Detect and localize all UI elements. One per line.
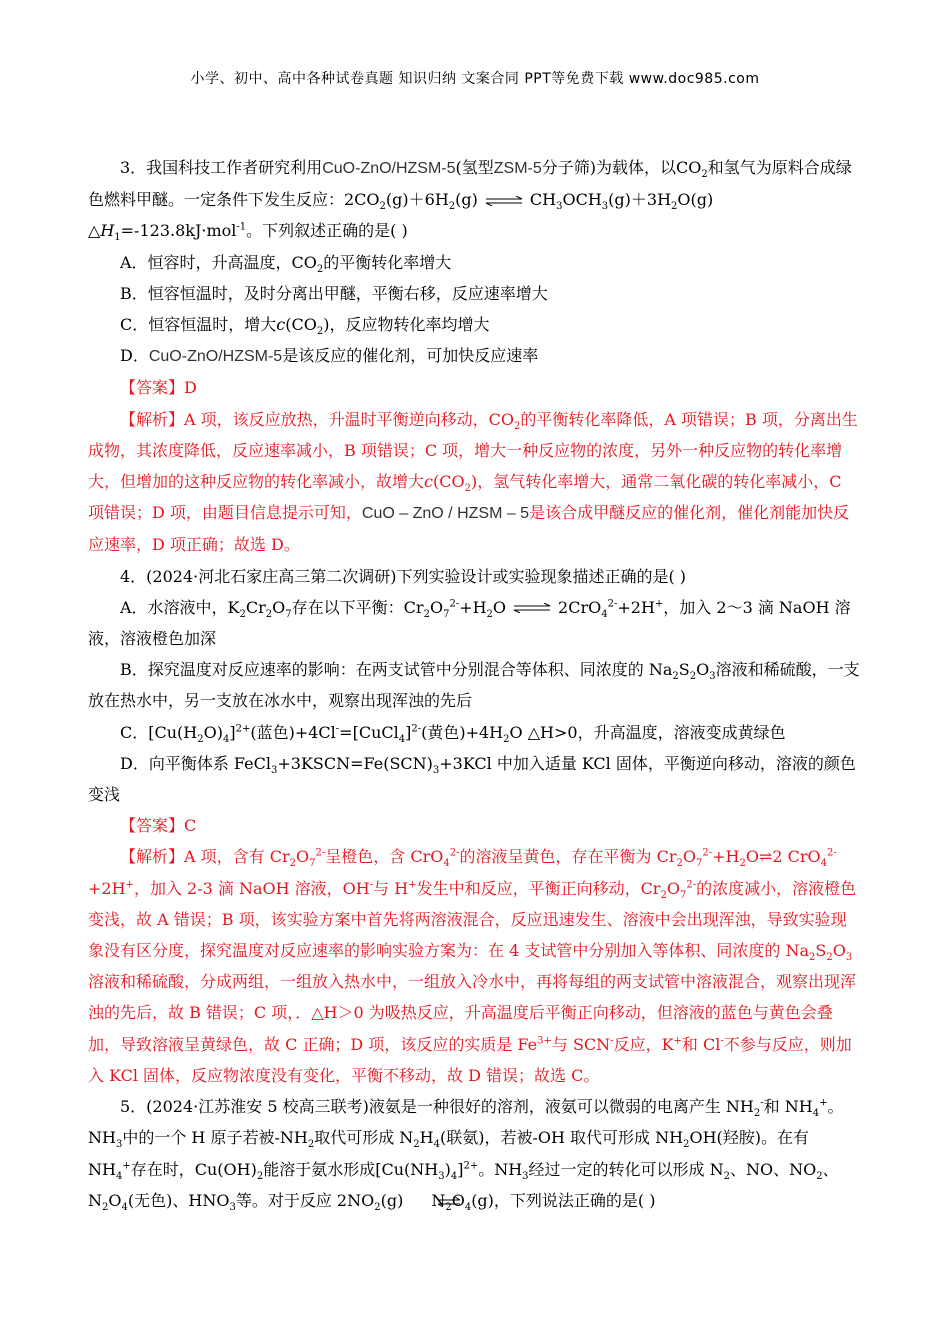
q3-stem: 3．我国科技工作者研究利用CuO-ZnO/HZSM-5(氢型ZSM-5分子筛)为载体，以$CO_2$和氢气为原料合成绿色燃料甲醚。一定条件下发生反应：$2CO_2(g)+6H_2(g)$ $CH_3OCH_3(g)+3H_2O(g)$ (88, 158, 852, 213)
q4-analysis: 【解析】A 项，含有 $Cr_2O_7^{2-}$呈橙色，含 CrO$_4^{2-}$的溶液呈黄色，存在平衡为 $Cr_2O_7^{2-}+H_2O\rightleftharpoons 2$ CrO$_4^{2-}$+2H+，加入 2-3 滴 NaOH 溶液，OH-与 H+发生中和反应，平衡正向移动，$Cr_2O_7^{2-}$的浓度减小，溶液橙色变浅，故 A 错误；B 项，该实验方案中首先将两溶液混合，反应迅速发生、溶液中会出现浑浊，导致实验现象没有区分度，探究温度对反应速率的影响实验方案为：在 4 支试管中分别加入等体积、同浓度的 $Na_2S_2O_3$溶液和稀硫酸，分成两组，一组放入热水中，一组放入冷水中，再将每组的两支试管中溶液混合，观察出现浑浊的先后，故 B 错误；C 项，．△H＞0 为吸热反应，升高温度后平衡正向移动，但溶液的蓝色与黄色会叠加，导致溶液呈黄绿色，故 C 正确；D 项，该反应的实质是 $Fe^{3+}$与 SCN-反应，K+和 Cl-不参与反应，则加入 KCl 固体，反应物浓度没有变化，平衡不移动，故 D 错误；故选 C。 (88, 847, 857, 1085)
equilibrium-arrow-icon (484, 196, 524, 206)
equilibrium-arrow-icon (512, 603, 552, 613)
q4-answer: 【答案】C (120, 816, 197, 836)
equilibrium-arrow-icon (405, 1186, 429, 1217)
document-body (88, 152, 862, 1217)
q3-option-c: C．恒容恒温时，增大$c(CO_2)$，反应物转化率均增大 (120, 315, 490, 338)
q4-option-a: A．水溶液中，$K_2Cr_2O_7$存在以下平衡：$Cr_2O_7^{2-}+H_2O$ 2CrO$_4^{2-}$+2H+，加入 2～3 滴 NaOH 溶液，溶液橙色加深 (88, 597, 851, 649)
q3-analysis: 【解析】A 项，该反应放热，升温时平衡逆向移动，$CO_2$的平衡转化率降低，A 项错误；B 项，分离出生成物，其浓度降低，反应速率减小，B 项错误；C 项，增大一种反应物的浓度，另外一种反应物的转化率增大，但增加的这种反应物的转化率减小，故增大$c(CO_2)$，氢气转化率增大，通常二氧化碳的转化率减小，C 项错误；D 项，由题目信息提示可知，CuO – ZnO / HZSM – 5是该合成甲醚反应的催化剂，催化剂能加快反应速率，D 项正确；故选 D。 (88, 409, 858, 555)
q3-option-a: A．恒容时，升高温度，$CO_2$的平衡转化率增大 (120, 252, 452, 275)
q4-stem: 4．(2024·河北石家庄高三第二次调研)下列实验设计或实验现象描述正确的是( ) (120, 566, 687, 586)
q3-option-d: D．CuO-ZnO/HZSM-5是该反应的催化剂，可加快反应速率 (120, 346, 539, 366)
q3-answer: 【答案】D (120, 378, 197, 398)
q3-enthalpy: $\triangle H_1=-123.8kJ\cdot mol^{-1}$。下列叙述正确的是( ) (88, 221, 408, 244)
q4-option-c: C．$[Cu(H_2O)_4]^{2+}$(蓝色)+4Cl-=[CuCl$_4$]$^{2-}$(黄色)$+4H_2O$ △H>0，升高温度，溶液变成黄绿色 (120, 722, 786, 745)
q4-option-d: D．向平衡体系 $FeCl_3+3KSCN=Fe(SCN)_3+3KCl$ 中加入适量 KCl 固体，平衡逆向移动，溶液的颜色变浅 (88, 753, 856, 805)
q5-stem: 5．(2024·江苏淮安 5 校高三联考)液氨是一种很好的溶剂，液氨可以微弱的电离产生 $NH_2^-$和 $NH_4^+$。$NH_3$中的一个 H 原子若被$-NH_2$取代可形成 $N_2H_4$(联氨)，若被-OH 取代可形成 $NH_2OH$(羟胺)。在有 $NH_4^+$存在时，$Cu(OH)_2$能溶于氨水形成$[Cu(NH_3)_4]^{2+}$。$NH_3$经过一定的转化可以形成 $N_2$、NO、$NO_2$、$N_2O_4$(无色)、$HNO_3$等。对于反应 $2NO_2(g)$ $N_2O_4(g)$，下列说法正确的是( ) (88, 1091, 862, 1217)
q3-option-b: B．恒容恒温时，及时分离出甲醚，平衡右移，反应速率增大 (120, 283, 548, 303)
page-header: 小学、初中、高中各种试卷真题 知识归纳 文案合同 PPT等免费下载 www.doc985.com (190, 71, 760, 87)
q4-option-b: B．探究温度对反应速率的影响：在两支试管中分别混合等体积、同浓度的 $Na_2S_2O_3$溶液和稀硫酸，一支放在热水中，另一支放在冰水中，观察出现浑浊的先后 (88, 660, 860, 711)
